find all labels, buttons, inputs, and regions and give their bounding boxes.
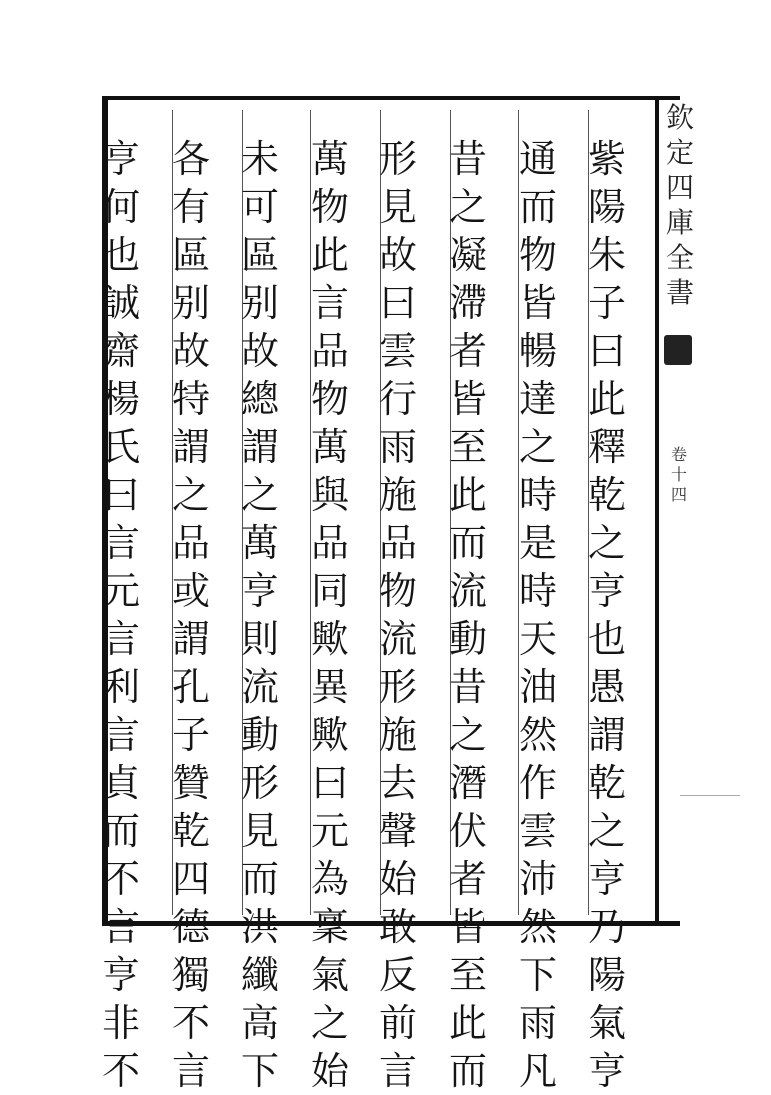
- glyph: 利: [101, 665, 140, 709]
- glyph: 者: [448, 857, 487, 901]
- glyph: 敢: [378, 905, 417, 949]
- glyph: 此: [587, 377, 626, 421]
- glyph: 何: [101, 185, 140, 229]
- glyph: 沛: [518, 857, 557, 901]
- glyph: 謂: [171, 425, 210, 469]
- glyph: 各: [171, 137, 210, 181]
- glyph: 故: [378, 233, 417, 277]
- glyph: 元: [310, 809, 349, 853]
- glyph: 萬: [310, 425, 349, 469]
- glyph: 也: [587, 617, 626, 661]
- glyph: 贊: [171, 761, 210, 805]
- glyph: 氣: [310, 953, 349, 997]
- glyph: 物: [518, 233, 557, 277]
- glyph: 異: [310, 665, 349, 709]
- glyph: 油: [518, 665, 557, 709]
- glyph: 物: [310, 377, 349, 421]
- glyph: 皆: [448, 377, 487, 421]
- edge-line: [680, 795, 740, 796]
- glyph: 貞: [101, 761, 140, 805]
- glyph: 氣: [587, 1001, 626, 1045]
- text-column-8: [97, 135, 145, 1095]
- glyph: 曰: [587, 329, 626, 373]
- glyph: 庫: [665, 206, 694, 239]
- glyph: 流: [378, 617, 417, 661]
- glyph: 品: [310, 329, 349, 373]
- glyph: 之: [448, 185, 487, 229]
- glyph: 纖: [240, 953, 279, 997]
- glyph: 物: [378, 569, 417, 613]
- glyph: 此: [310, 233, 349, 277]
- glyph: 動: [240, 713, 279, 757]
- glyph: 而: [101, 809, 140, 853]
- glyph: 德: [171, 905, 210, 949]
- glyph: 釋: [587, 425, 626, 469]
- glyph: 區: [171, 233, 210, 277]
- glyph: 凡: [518, 1049, 557, 1093]
- glyph: 則: [240, 617, 279, 661]
- glyph: 達: [518, 377, 557, 421]
- glyph: 而: [448, 521, 487, 565]
- text-column-1: [583, 135, 631, 1095]
- glyph: 皆: [448, 905, 487, 949]
- glyph: 孔: [171, 665, 210, 709]
- glyph: 行: [378, 377, 417, 421]
- glyph: 而: [240, 857, 279, 901]
- glyph: 曰: [378, 281, 417, 325]
- glyph: 雲: [378, 329, 417, 373]
- glyph: 四: [670, 485, 687, 504]
- glyph: 言: [310, 281, 349, 325]
- glyph: 謂: [171, 617, 210, 661]
- text-column-7: [167, 135, 215, 1095]
- text-column-5: [306, 135, 354, 1095]
- glyph: 同: [310, 569, 349, 613]
- glyph: 言: [101, 617, 140, 661]
- glyph: 總: [240, 377, 279, 421]
- glyph: 稟: [310, 905, 349, 949]
- glyph: 不: [171, 1001, 210, 1045]
- glyph: 陽: [587, 185, 626, 229]
- glyph: 亨: [587, 857, 626, 901]
- glyph: 謂: [587, 713, 626, 757]
- glyph: 為: [310, 857, 349, 901]
- glyph: 楊: [101, 377, 140, 421]
- glyph: 愚: [587, 665, 626, 709]
- glyph: 形: [378, 137, 417, 181]
- glyph: 萬: [240, 521, 279, 565]
- glyph: 子: [587, 281, 626, 325]
- glyph: 故: [171, 329, 210, 373]
- glyph: 形: [378, 665, 417, 709]
- glyph: 流: [448, 569, 487, 613]
- glyph: 昔: [448, 665, 487, 709]
- glyph: 獨: [171, 953, 210, 997]
- glyph: 謂: [240, 425, 279, 469]
- glyph: 凝: [448, 233, 487, 277]
- margin-divider: [655, 96, 659, 926]
- glyph: 故: [240, 329, 279, 373]
- glyph: 陽: [587, 953, 626, 997]
- glyph: 之: [518, 425, 557, 469]
- glyph: 卷: [670, 445, 687, 464]
- text-column-4: [374, 135, 422, 1095]
- glyph: 朱: [587, 233, 626, 277]
- glyph: 區: [240, 233, 279, 277]
- text-column-2: [514, 135, 562, 1095]
- glyph: 之: [171, 473, 210, 517]
- glyph: 言: [378, 1049, 417, 1093]
- glyph: 歟: [310, 713, 349, 757]
- glyph: 品: [378, 521, 417, 565]
- glyph: 未: [240, 137, 279, 181]
- glyph: 亨: [101, 953, 140, 997]
- glyph: 乾: [171, 809, 210, 853]
- glyph: 皆: [518, 281, 557, 325]
- glyph: 而: [518, 185, 557, 229]
- glyph: 潛: [448, 761, 487, 805]
- glyph: 四: [171, 857, 210, 901]
- glyph: 乾: [587, 761, 626, 805]
- glyph: 施: [378, 473, 417, 517]
- glyph: 言: [101, 521, 140, 565]
- glyph: 歟: [310, 617, 349, 661]
- glyph: 者: [448, 329, 487, 373]
- fish-tail-mark: [664, 335, 692, 365]
- glyph: 動: [448, 617, 487, 661]
- glyph: 十: [670, 465, 687, 484]
- glyph: 特: [171, 377, 210, 421]
- glyph: 欽: [665, 101, 694, 134]
- glyph: 見: [378, 185, 417, 229]
- glyph: 定: [665, 136, 694, 169]
- text-column-6: [236, 135, 284, 1095]
- glyph: 聲: [378, 809, 417, 853]
- glyph: 物: [310, 185, 349, 229]
- margin-book-title: [660, 100, 700, 310]
- glyph: 有: [171, 185, 210, 229]
- glyph: 時: [518, 569, 557, 613]
- glyph: 曰: [310, 761, 349, 805]
- glyph: 可: [240, 185, 279, 229]
- glyph: 此: [448, 1001, 487, 1045]
- glyph: 萬: [310, 137, 349, 181]
- glyph: 不: [101, 857, 140, 901]
- glyph: 之: [448, 713, 487, 757]
- glyph: 暢: [518, 329, 557, 373]
- glyph: 滯: [448, 281, 487, 325]
- glyph: 乾: [587, 473, 626, 517]
- glyph: 四: [665, 171, 694, 204]
- glyph: 至: [448, 953, 487, 997]
- glyph: 曰: [101, 473, 140, 517]
- glyph: 誠: [101, 281, 140, 325]
- glyph: 齋: [101, 329, 140, 373]
- glyph: 雲: [518, 809, 557, 853]
- glyph: 時: [518, 473, 557, 517]
- glyph: 然: [518, 905, 557, 949]
- glyph: 全: [665, 241, 694, 274]
- glyph: 始: [378, 857, 417, 901]
- text-column-3: [444, 135, 492, 1095]
- glyph: 言: [171, 1049, 210, 1093]
- glyph: 天: [518, 617, 557, 661]
- margin-juan-number: [667, 445, 691, 505]
- glyph: 與: [310, 473, 349, 517]
- glyph: 不: [101, 1049, 140, 1093]
- glyph: 品: [171, 521, 210, 565]
- glyph: 亨: [101, 137, 140, 181]
- glyph: 施: [378, 713, 417, 757]
- glyph: 亨: [587, 1049, 626, 1093]
- glyph: 下: [240, 1049, 279, 1093]
- glyph: 雨: [518, 1001, 557, 1045]
- glyph: 是: [518, 521, 557, 565]
- glyph: 乃: [587, 905, 626, 949]
- glyph: 别: [240, 281, 279, 325]
- glyph: 伏: [448, 809, 487, 853]
- glyph: 此: [448, 473, 487, 517]
- glyph: 高: [240, 1001, 279, 1045]
- glyph: 子: [171, 713, 210, 757]
- glyph: 前: [378, 1001, 417, 1045]
- glyph: 或: [171, 569, 210, 613]
- glyph: 始: [310, 1049, 349, 1093]
- glyph: 之: [587, 809, 626, 853]
- glyph: 書: [665, 276, 694, 309]
- glyph: 非: [101, 1001, 140, 1045]
- glyph: 言: [101, 905, 140, 949]
- glyph: 昔: [448, 137, 487, 181]
- glyph: 品: [310, 521, 349, 565]
- glyph: 而: [448, 1049, 487, 1093]
- glyph: 之: [587, 521, 626, 565]
- glyph: 亨: [587, 569, 626, 613]
- glyph: 形: [240, 761, 279, 805]
- glyph: 反: [378, 953, 417, 997]
- glyph: 紫: [587, 137, 626, 181]
- glyph: 流: [240, 665, 279, 709]
- glyph: 然: [518, 713, 557, 757]
- glyph: 元: [101, 569, 140, 613]
- glyph: 亨: [240, 569, 279, 613]
- glyph: 見: [240, 809, 279, 853]
- glyph: 氏: [101, 425, 140, 469]
- glyph: 也: [101, 233, 140, 277]
- glyph: 下: [518, 953, 557, 997]
- glyph: 作: [518, 761, 557, 805]
- glyph: 之: [240, 473, 279, 517]
- glyph: 至: [448, 425, 487, 469]
- glyph: 去: [378, 761, 417, 805]
- glyph: 洪: [240, 905, 279, 949]
- glyph: 之: [310, 1001, 349, 1045]
- glyph: 通: [518, 137, 557, 181]
- glyph: 雨: [378, 425, 417, 469]
- glyph: 言: [101, 713, 140, 757]
- glyph: 别: [171, 281, 210, 325]
